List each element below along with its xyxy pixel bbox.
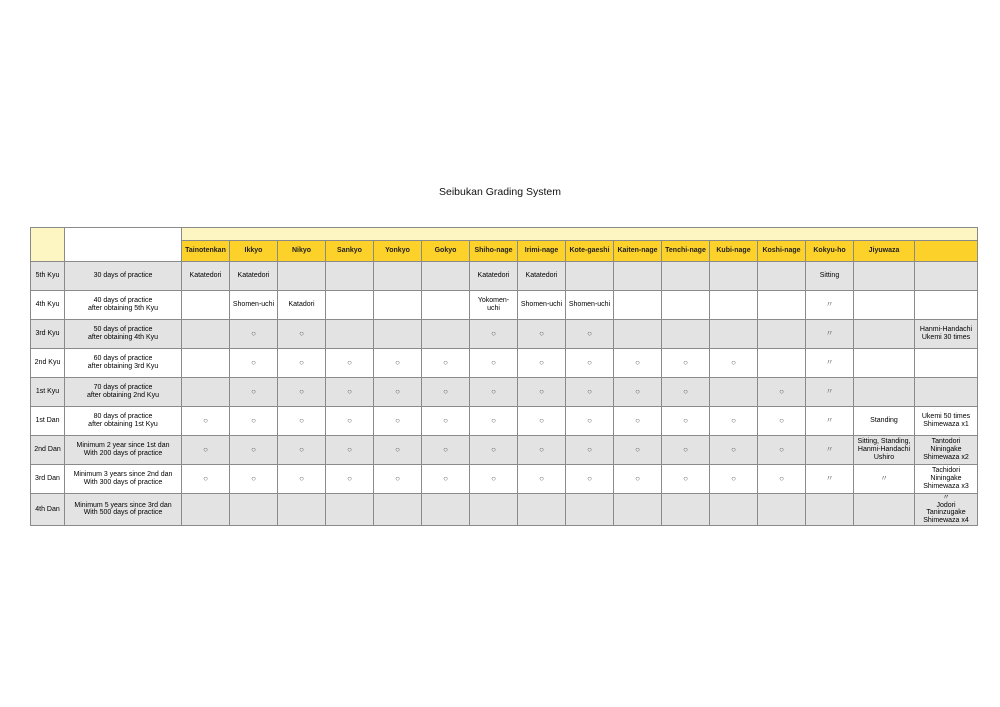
requirement-cell: 40 days of practice after obtaining 5th Kyu (65, 291, 182, 320)
technique-cell: ○ (374, 465, 422, 494)
column-header: Kote-gaeshi (566, 241, 614, 262)
technique-cell: ○ (518, 349, 566, 378)
header-band-row (31, 228, 978, 241)
technique-cell: Katatedori (518, 262, 566, 291)
column-header: Kubi-nage (710, 241, 758, 262)
technique-cell: ○ (662, 378, 710, 407)
technique-cell: ○ (278, 436, 326, 465)
technique-cell: Ukemi 50 times Shimewaza x1 (915, 407, 978, 436)
technique-cell: ○ (710, 407, 758, 436)
technique-cell (662, 262, 710, 291)
technique-cell (422, 291, 470, 320)
corner-cell (31, 228, 65, 262)
technique-cell (710, 378, 758, 407)
technique-cell: 〃 (854, 465, 915, 494)
technique-cell: ○ (662, 465, 710, 494)
technique-cell (614, 320, 662, 349)
technique-cell: ○ (470, 407, 518, 436)
technique-cell (374, 291, 422, 320)
technique-cell: ○ (278, 320, 326, 349)
technique-cell (854, 320, 915, 349)
page-title: Seibukan Grading System (439, 186, 561, 198)
technique-cell (566, 494, 614, 526)
technique-cell (326, 320, 374, 349)
technique-cell: Hanmi-Handachi Ukemi 30 times (915, 320, 978, 349)
technique-cell (326, 262, 374, 291)
technique-cell (854, 262, 915, 291)
technique-cell (326, 291, 374, 320)
technique-cell (182, 378, 230, 407)
rank-cell: 3rd Dan (31, 465, 65, 494)
requirement-cell: Minimum 2 year since 1st dan With 200 days of practice (65, 436, 182, 465)
table-row (31, 436, 978, 465)
rank-cell: 2nd Dan (31, 436, 65, 465)
technique-cell (758, 349, 806, 378)
technique-cell: ○ (662, 349, 710, 378)
technique-cell (182, 291, 230, 320)
technique-cell (662, 494, 710, 526)
table-row (31, 320, 978, 349)
technique-cell: ○ (422, 378, 470, 407)
table-row (31, 465, 978, 494)
technique-cell (806, 494, 854, 526)
technique-cell: ○ (470, 465, 518, 494)
technique-cell (915, 378, 978, 407)
technique-cell: ○ (422, 436, 470, 465)
requirement-cell: 50 days of practice after obtaining 4th Kyu (65, 320, 182, 349)
technique-cell (422, 262, 470, 291)
technique-cell: ○ (662, 407, 710, 436)
technique-cell (182, 349, 230, 378)
technique-cell (614, 262, 662, 291)
technique-cell: Katadori (278, 291, 326, 320)
technique-cell: ○ (710, 436, 758, 465)
technique-cell: Standing (854, 407, 915, 436)
technique-cell: ○ (230, 320, 278, 349)
technique-cell (854, 349, 915, 378)
technique-cell (374, 320, 422, 349)
technique-cell (518, 494, 566, 526)
technique-cell: ○ (710, 465, 758, 494)
technique-cell: 〃 (806, 378, 854, 407)
technique-cell: Katatedori (470, 262, 518, 291)
technique-cell (854, 378, 915, 407)
technique-cell (854, 494, 915, 526)
technique-cell (915, 291, 978, 320)
technique-cell (758, 262, 806, 291)
technique-cell: 〃 (806, 465, 854, 494)
table-row (31, 494, 978, 526)
technique-cell: ○ (614, 465, 662, 494)
technique-cell (374, 262, 422, 291)
technique-cell: ○ (758, 378, 806, 407)
technique-cell: ○ (374, 407, 422, 436)
technique-cell (278, 262, 326, 291)
technique-cell: ○ (566, 407, 614, 436)
technique-cell: ○ (182, 465, 230, 494)
technique-cell: ○ (182, 436, 230, 465)
technique-cell: ○ (374, 378, 422, 407)
table-row (31, 349, 978, 378)
column-header: Nikyo (278, 241, 326, 262)
grading-table (30, 227, 978, 526)
technique-cell: Katatedori (230, 262, 278, 291)
technique-cell: ○ (614, 378, 662, 407)
column-header: Tenchi-nage (662, 241, 710, 262)
technique-cell (470, 494, 518, 526)
technique-cell (614, 494, 662, 526)
technique-cell: ○ (470, 320, 518, 349)
technique-cell: ○ (758, 436, 806, 465)
technique-cell (422, 494, 470, 526)
rank-cell: 1st Kyu (31, 378, 65, 407)
technique-cell: ○ (614, 349, 662, 378)
technique-cell: ○ (614, 407, 662, 436)
column-header: Koshi-nage (758, 241, 806, 262)
technique-cell: Sitting, Standing, Hanmi-Handachi Ushiro (854, 436, 915, 465)
technique-cell: ○ (230, 378, 278, 407)
technique-cell (710, 262, 758, 291)
technique-cell (854, 291, 915, 320)
technique-cell: ○ (758, 407, 806, 436)
technique-cell (230, 494, 278, 526)
technique-cell: ○ (278, 378, 326, 407)
technique-cell: ○ (470, 436, 518, 465)
requirement-cell: Minimum 5 years since 3rd dan With 500 days of practice (65, 494, 182, 526)
rank-cell: 4th Dan (31, 494, 65, 526)
technique-cell: ○ (518, 320, 566, 349)
technique-cell: ○ (374, 349, 422, 378)
technique-cell: ○ (230, 436, 278, 465)
technique-cell: Shomen-uchi (518, 291, 566, 320)
technique-cell (662, 291, 710, 320)
requirement-cell: 80 days of practice after obtaining 1st Kyu (65, 407, 182, 436)
technique-cell: 〃 (806, 320, 854, 349)
technique-cell: ○ (566, 465, 614, 494)
technique-cell: ○ (422, 349, 470, 378)
technique-cell: ○ (326, 436, 374, 465)
technique-cell: ○ (326, 349, 374, 378)
technique-cell (566, 262, 614, 291)
technique-cell: 〃 (806, 349, 854, 378)
technique-cell: Sitting (806, 262, 854, 291)
technique-cell: ○ (566, 320, 614, 349)
table-row (31, 291, 978, 320)
technique-cell: ○ (518, 378, 566, 407)
technique-cell: Yokomen-uchi (470, 291, 518, 320)
technique-cell: 〃 (806, 291, 854, 320)
technique-cell: ○ (614, 436, 662, 465)
technique-cell: ○ (470, 378, 518, 407)
technique-cell: 〃 (806, 436, 854, 465)
requirement-cell: Minimum 3 years since 2nd dan With 300 days of practice (65, 465, 182, 494)
technique-cell: ○ (566, 378, 614, 407)
technique-cell: ○ (422, 465, 470, 494)
technique-cell (915, 349, 978, 378)
technique-cell: ○ (326, 407, 374, 436)
technique-cell: Shomen-uchi (230, 291, 278, 320)
requirement-cell: 70 days of practice after obtaining 2nd Kyu (65, 378, 182, 407)
technique-cell: ○ (566, 349, 614, 378)
table-row (31, 262, 978, 291)
technique-cell: ○ (566, 436, 614, 465)
technique-cell: Katatedori (182, 262, 230, 291)
requirement-cell: 30 days of practice (65, 262, 182, 291)
technique-cell (326, 494, 374, 526)
technique-cell: ○ (278, 349, 326, 378)
technique-cell: ○ (662, 436, 710, 465)
technique-cell: 〃 Jodori Taninzugake Shimewaza x4 (915, 494, 978, 526)
technique-cell (662, 320, 710, 349)
rank-cell: 5th Kyu (31, 262, 65, 291)
technique-cell: ○ (518, 407, 566, 436)
column-header: Gokyo (422, 241, 470, 262)
table-row (31, 378, 978, 407)
technique-cell (614, 291, 662, 320)
technique-cell (182, 320, 230, 349)
column-header: Kokyu-ho (806, 241, 854, 262)
technique-cell: ○ (710, 349, 758, 378)
technique-cell (758, 320, 806, 349)
header-band (182, 228, 978, 241)
technique-cell (758, 291, 806, 320)
technique-cell: 〃 (806, 407, 854, 436)
table-row (31, 407, 978, 436)
technique-cell: ○ (518, 436, 566, 465)
column-header: Kaiten-nage (614, 241, 662, 262)
technique-cell (182, 494, 230, 526)
technique-cell (710, 494, 758, 526)
technique-cell: ○ (230, 407, 278, 436)
technique-cell: ○ (326, 465, 374, 494)
technique-cell: ○ (374, 436, 422, 465)
column-header: Irimi-nage (518, 241, 566, 262)
column-header: Ikkyo (230, 241, 278, 262)
technique-cell (710, 320, 758, 349)
technique-cell: ○ (278, 407, 326, 436)
column-header: Tainotenkan (182, 241, 230, 262)
technique-cell: ○ (518, 465, 566, 494)
technique-cell (422, 320, 470, 349)
technique-cell: ○ (230, 465, 278, 494)
technique-cell (278, 494, 326, 526)
technique-cell: ○ (182, 407, 230, 436)
column-header: Jiyuwaza (854, 241, 915, 262)
rank-cell: 1st Dan (31, 407, 65, 436)
rank-cell: 3rd Kyu (31, 320, 65, 349)
requirement-cell: 60 days of practice after obtaining 3rd Kyu (65, 349, 182, 378)
technique-cell (758, 494, 806, 526)
technique-cell: ○ (470, 349, 518, 378)
technique-cell: ○ (326, 378, 374, 407)
technique-cell: Tachidori Niningake Shimewaza x3 (915, 465, 978, 494)
column-header (915, 241, 978, 262)
technique-cell: ○ (422, 407, 470, 436)
technique-cell (374, 494, 422, 526)
column-header: Yonkyo (374, 241, 422, 262)
rank-cell: 4th Kyu (31, 291, 65, 320)
technique-cell: ○ (758, 465, 806, 494)
technique-cell (915, 262, 978, 291)
column-header: Shiho-nage (470, 241, 518, 262)
technique-cell: ○ (230, 349, 278, 378)
corner-cell (65, 228, 182, 262)
technique-cell: Tantodori Niningake Shimewaza x2 (915, 436, 978, 465)
technique-cell: ○ (278, 465, 326, 494)
technique-cell (710, 291, 758, 320)
technique-cell: Shomen-uchi (566, 291, 614, 320)
column-header: Sankyo (326, 241, 374, 262)
rank-cell: 2nd Kyu (31, 349, 65, 378)
